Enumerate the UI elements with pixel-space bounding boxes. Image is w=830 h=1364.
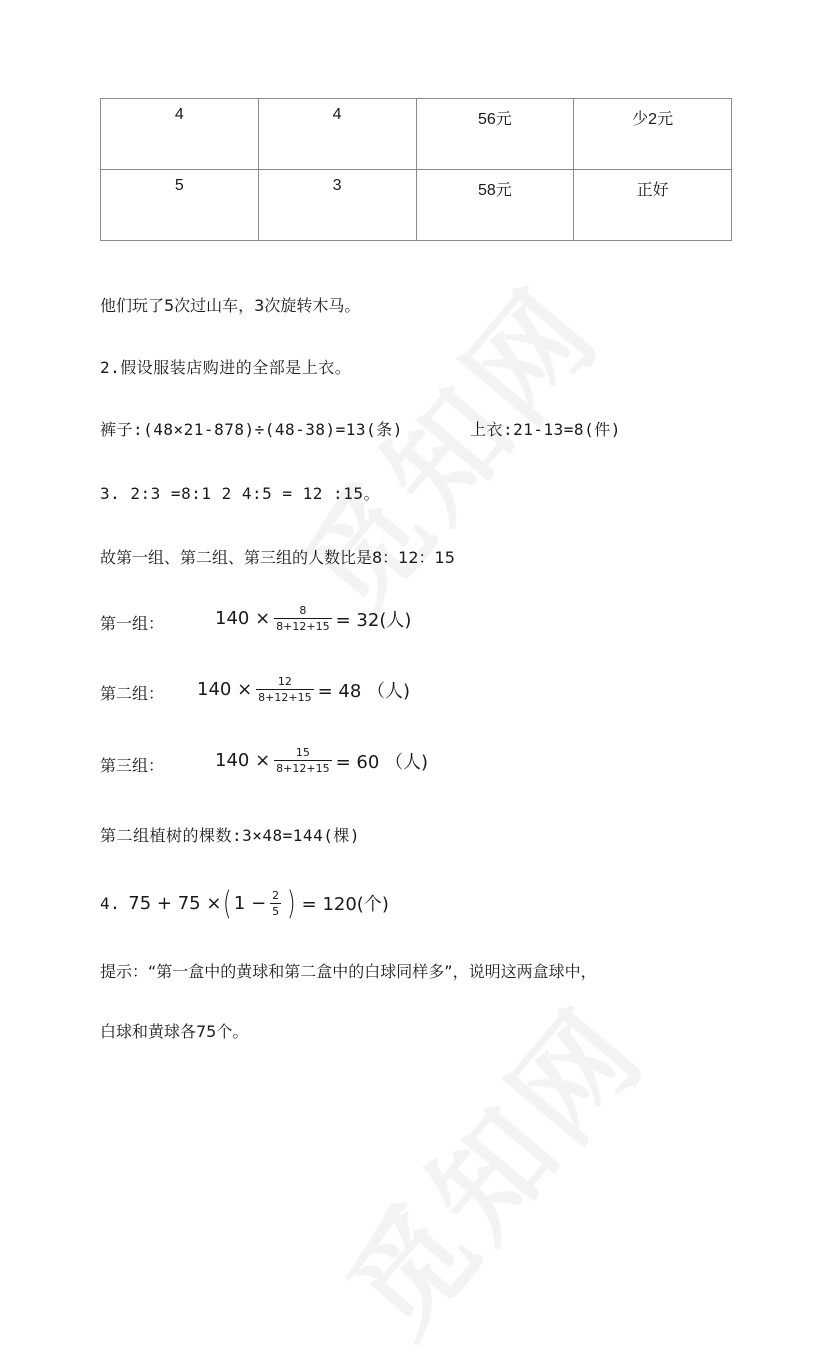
fraction: [274, 747, 331, 774]
group-3-label: 第三组：: [100, 756, 165, 775]
group-2-formula: [197, 676, 410, 703]
group-1-label: 第一组：: [100, 614, 165, 633]
formula-base: 140 ×: [197, 679, 253, 700]
fraction-denominator: 8+12+15: [276, 762, 330, 775]
group-1-formula: [215, 605, 411, 632]
fraction-numerator: 2: [272, 888, 280, 902]
table-row: [101, 170, 732, 241]
formula-one-minus: 1 −: [233, 892, 267, 914]
fraction-numerator: 15: [295, 746, 310, 759]
fraction: [270, 890, 281, 917]
left-paren: (: [223, 884, 233, 922]
answer-2-assumption: 2.假设服装店购进的全部是上衣。: [100, 358, 352, 377]
table-cell: 5: [101, 170, 259, 241]
table-cell: 4: [101, 99, 259, 170]
answer-2-tops: 上衣:21-13=8(件): [470, 420, 621, 439]
fraction: [256, 676, 313, 703]
formula-base: 140 ×: [215, 750, 271, 771]
fraction-denominator: 8+12+15: [258, 691, 312, 704]
table-cell: 3: [258, 170, 416, 241]
watermark: [302, 966, 675, 1364]
table-cell: 正好: [574, 170, 732, 241]
answer-4-hint-line-2: 白球和黄球各75个。: [100, 1022, 249, 1041]
formula-result: = 120(个): [301, 894, 389, 915]
fraction-numerator: 12: [277, 675, 292, 688]
formula-expression: 75 + 75 ×: [128, 892, 222, 914]
table-cell: 58元: [416, 170, 574, 241]
answer-4-formula: [100, 884, 389, 922]
formula-result: = 60 （人): [335, 751, 429, 773]
answer-3-ratio-result: 故第一组、第二组、第三组的人数比是8：12：15: [100, 548, 455, 567]
answer-3-trees: 第二组植树的棵数:3×48=144(棵): [100, 826, 360, 845]
formula-result: = 32(人): [335, 609, 412, 631]
fraction-denominator: 5: [272, 904, 280, 918]
answer-4-hint-line-1: 提示：“第一盒中的黄球和第二盒中的白球同样多”，说明这两盒球中，: [100, 962, 597, 981]
answer-4-prefix: 4.: [100, 893, 121, 913]
answer-table: [100, 98, 732, 241]
table-cell: 56元: [416, 99, 574, 170]
answer-2-pants: 裤子:(48×21-878)÷(48-38)=13(条): [100, 420, 403, 439]
formula-base: 140 ×: [215, 608, 271, 629]
group-3-formula: [215, 747, 428, 774]
table-cell: 少2元: [574, 99, 732, 170]
fraction: [274, 605, 331, 632]
table-row: [101, 99, 732, 170]
fraction-denominator: 8+12+15: [276, 620, 330, 633]
fraction-numerator: 8: [299, 604, 307, 617]
answer-3-ratio: 3. 2:3 =8:1 2 4:5 = 12 :15。: [100, 484, 380, 503]
formula-result: = 48 （人): [317, 680, 411, 702]
group-2-label: 第二组：: [100, 684, 165, 703]
answer-1-conclusion: 他们玩了5次过山车，3次旋转木马。: [100, 296, 361, 315]
table-cell: 4: [258, 99, 416, 170]
right-paren: ): [287, 884, 296, 922]
